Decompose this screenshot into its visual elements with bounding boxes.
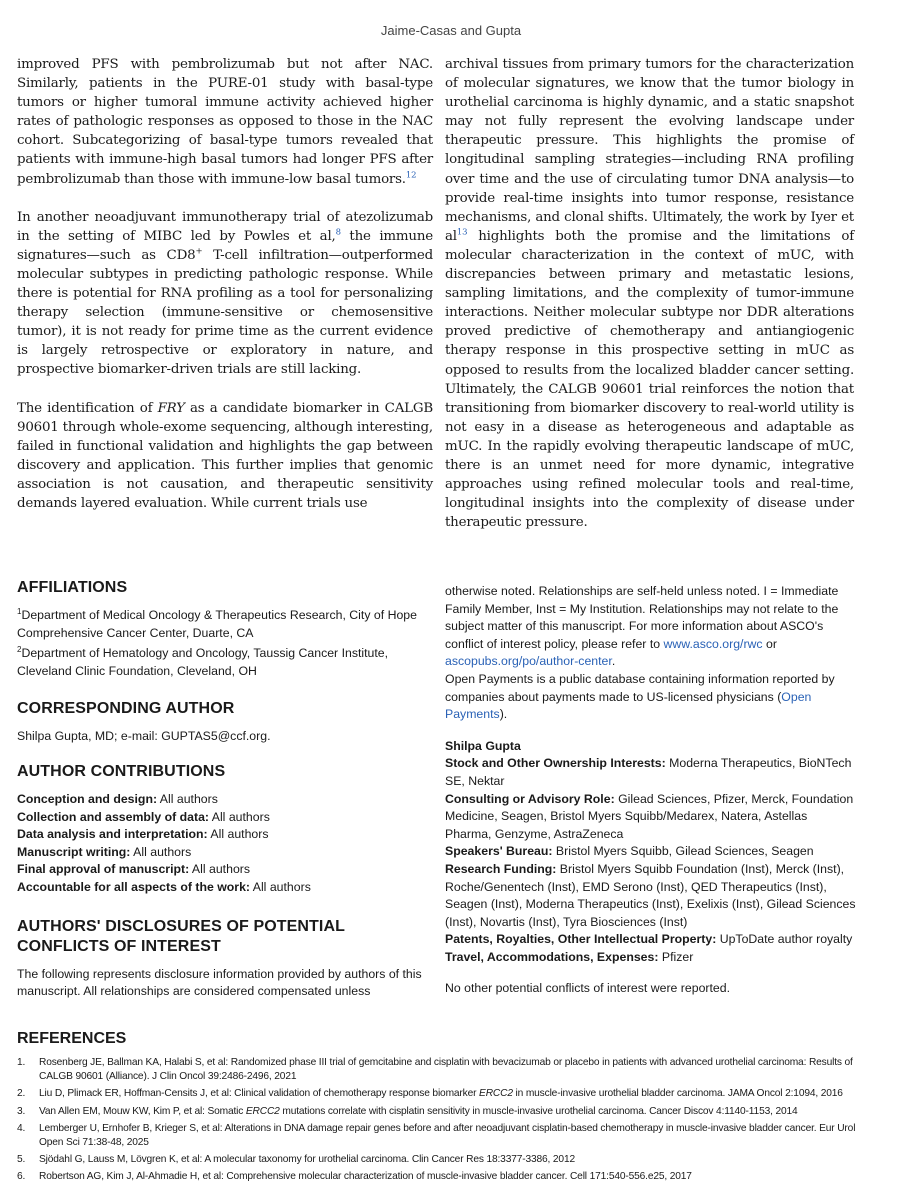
reference-text-part: Van Allen EM, Mouw KW, Kim P, et al: Somatic	[39, 1105, 246, 1117]
reference-text	[39, 1087, 857, 1101]
corresponding-author-heading: CORRESPONDING AUTHOR	[17, 700, 235, 718]
disclosure-value: UpToDate author royalty	[716, 932, 853, 947]
gene-name: ERCC2	[479, 1088, 513, 1100]
disclosure-closing: No other potential conflicts of interest were reported.	[445, 981, 731, 996]
citation-link[interactable]: 8	[335, 227, 341, 238]
disclosure-value: Bristol Myers Squibb Foundation (Inst), Merck (Inst), Roche/Genentech (Inst), EMD Serono (Inst), QED Therapeutics (Inst), Seagen (Inst), Moderna Therapeutics (Inst), Exelixis (Inst), Gilead Sciences (Inst), Novartis (Inst), Tyra Biosciences (Inst)	[445, 861, 856, 929]
disclosure-value: Bristol Myers Squibb, Gilead Sciences, Seagen	[552, 844, 814, 859]
disclosure-text: .	[611, 654, 616, 669]
citation-link[interactable]: 12	[405, 170, 417, 181]
contribution-item	[17, 879, 432, 897]
paragraph-text: In another neoadjuvant immunotherapy trial of atezolizumab in the setting of MIBC led by Powles et al,	[17, 209, 433, 244]
open-payments-note	[445, 671, 857, 724]
affiliation-number: 1	[17, 606, 22, 616]
reference-number: 1.	[17, 1057, 26, 1068]
disclosures-intro: The following represents disclosure information provided by authors of this manuscript. All relationships are considered compensated unless	[17, 966, 422, 999]
affiliation-text: Department of Hematology and Oncology, Taussig Cancer Institute, Cleveland Clinic Foundation, Cleveland, OH	[17, 646, 389, 678]
gene-name: ERCC2	[245, 1105, 280, 1117]
corresponding-author-text: Shilpa Gupta, MD; e-mail: GUPTAS5@ccf.org.	[17, 729, 271, 744]
disclosures-continued	[445, 583, 857, 671]
contribution-label: Collection and assembly of data:	[17, 809, 210, 824]
disclosure-text: otherwise noted. Relationships are self-held unless noted. I = Immediate Family Member, Inst = My Institution. Relationships may not relate to the subject matter of this manuscript. For more information about ASCO's conflict of interest policy, please refer to	[445, 584, 839, 651]
disclosure-label: Stock and Other Ownership Interests:	[445, 756, 666, 771]
contribution-value: All authors	[157, 791, 218, 806]
reference-text	[39, 1105, 857, 1119]
asco-rwc-link[interactable]: www.asco.org/rwc	[663, 636, 763, 651]
reference-item	[17, 1153, 857, 1167]
contribution-value: All authors	[250, 879, 311, 894]
reference-text	[39, 1056, 857, 1084]
contribution-item	[17, 809, 432, 827]
contribution-item	[17, 791, 432, 809]
disclosure-text: or	[762, 636, 777, 651]
disclosure-item	[445, 755, 857, 790]
affiliation-number: 2	[17, 645, 22, 655]
running-head: Jaime-Casas and Gupta	[380, 23, 522, 38]
paragraph-text: the immune signatures—such as CD8	[17, 228, 434, 263]
disclosure-text: Open Payments is a public database containing information reported by companies about payments made to US-licensed physicians (	[445, 671, 835, 704]
reference-text-part: Robertson AG, Kim J, Al-Ahmadie H, et al: Comprehensive molecular characterization of muscle-invasive bladder cancer. Cell 171:540-556.e25, 2017	[39, 1171, 692, 1183]
disclosure-item	[445, 791, 857, 844]
front-matter-left	[17, 578, 432, 1001]
front-matter-right	[445, 583, 857, 998]
contribution-value: All authors	[209, 809, 270, 824]
contribution-item	[17, 826, 432, 844]
disclosure-author-name	[445, 738, 857, 756]
paragraph-text: The identification of	[17, 400, 158, 416]
disclosure-label: Consulting or Advisory Role:	[445, 791, 615, 806]
disclosure-item	[445, 861, 857, 931]
references-heading: REFERENCES	[17, 1030, 127, 1047]
contribution-value: All authors	[207, 827, 269, 842]
citation-link[interactable]: 13	[456, 227, 468, 238]
contribution-label: Data analysis and interpretation:	[17, 827, 208, 842]
reference-item	[17, 1105, 857, 1119]
reference-text	[39, 1170, 857, 1184]
reference-text	[39, 1122, 857, 1150]
disclosure-value: Pfizer	[658, 949, 694, 964]
body-paragraph	[17, 399, 433, 514]
disclosure-value: Gilead Sciences, Pfizer, Merck, Foundation Medicine, Seagen, Bristol Myers Squibb/Medarex, Natera, Astellas Pharma, Genzyme, AstraZeneca	[445, 791, 854, 841]
paragraph-text: as a candidate biomarker in CALGB 90601 through whole-exome sequencing, although interesting, failed in functional validation and highlights the gap between discovery and application. This further implies that genomic association is not causation, and therapeutic sensitivity demands layered evaluation. While current trials use	[17, 400, 433, 511]
body-right-column	[445, 55, 854, 551]
contribution-item	[17, 861, 432, 879]
disclosure-label: Patents, Royalties, Other Intellectual Property:	[445, 932, 717, 947]
reference-number: 5.	[17, 1154, 26, 1166]
author-contributions-heading: AUTHOR CONTRIBUTIONS	[17, 762, 226, 780]
disclosure-item	[445, 949, 857, 967]
contribution-value: All authors	[189, 862, 251, 877]
disclosure-item	[445, 931, 857, 949]
reference-list	[17, 1056, 857, 1188]
reference-item	[17, 1170, 857, 1184]
gene-name: FRY	[157, 400, 185, 416]
reference-text-part: in muscle-invasive urothelial bladder carcinoma. JAMA Oncol 2:1094, 2016	[512, 1088, 843, 1100]
paragraph-text: improved PFS with pembrolizumab but not after NAC. Similarly, patients in the PURE-01 study with basal-type tumors or higher tumoral immune activity achieved higher rates of pathologic responses as opposed to those in the NAC cohort. Subcategorizing of basal-type tumors revealed that patients with immune-high basal tumors had longer PFS after pembrolizumab than those with immune-low basal tumors.	[17, 57, 433, 187]
superscript: +	[195, 246, 203, 257]
disclosures-heading: AUTHORS' DISCLOSURES OF POTENTIAL CONFLICTS OF INTEREST	[17, 917, 345, 955]
open-payments-link[interactable]: Open Payments	[445, 689, 812, 722]
author-center-link[interactable]: ascopubs.org/po/author-center	[445, 654, 612, 669]
contribution-label: Accountable for all aspects of the work:	[17, 879, 251, 894]
disclosure-item	[445, 843, 857, 861]
contribution-value: All authors	[130, 844, 192, 859]
paragraph-text: archival tissues from primary tumors for the characterization of molecular signatures, we know that the tumor biology in urothelial carcinoma is highly dynamic, and a static snapshot may not fully represent the evolving landscape under therapeutic pressure. This highlights the promise of longitudinal sampling strategies—including RNA profiling over time and the use of circulating tumor DNA analysis—to provide real-time insights into tumor response, resistance mechanisms, and clonal shifts. Ultimately, the work by Iyer et al	[445, 57, 854, 244]
reference-number: 3.	[17, 1105, 26, 1117]
disclosure-label: Research Funding:	[445, 861, 557, 876]
contribution-label: Conception and design:	[17, 791, 158, 806]
body-paragraph	[17, 208, 433, 380]
reference-number: 4.	[17, 1122, 26, 1134]
affiliation-item	[17, 645, 432, 680]
reference-text	[39, 1153, 857, 1167]
affiliation-item	[17, 607, 432, 642]
reference-item	[17, 1122, 857, 1150]
contribution-label: Manuscript writing:	[17, 844, 131, 859]
disclosure-value: Moderna Therapeutics, BioNTech SE, Nektar	[445, 756, 852, 788]
body-left-column	[17, 55, 433, 532]
contribution-label: Final approval of manuscript:	[17, 862, 190, 877]
reference-text-part: Liu D, Plimack ER, Hoffman-Censits J, et al: Clinical validation of chemotherapy response biomarker	[39, 1088, 480, 1100]
paragraph-text: T-cell infiltration—outperformed molecular subtypes in predicting pathologic response. While there is potential for RNA profiling as a tool for personalizing therapy selection (immune-sensitive or chemosensitive tumor), it is not ready for prime time as the current evidence is largely retrospective or exploratory in nature, and prospective biomarker-driven trials are still lacking.	[17, 247, 433, 378]
paragraph-text: highlights both the promise and the limitations of molecular characterization in the context of mUC, with discrepancies between primary and metastatic lesions, sampling limitations, and the complexity of tumor-immune interactions. Neither molecular subtype nor DDR alterations proved predictive of chemotherapy and antiangiogenic therapy response in this prospective setting in mUC as opposed to results from the localized bladder cancer setting. Ultimately, the CALGB 90601 trial reinforces the notion that transitioning from biomarker discovery to real-world utility is not easy in a disease as heterogeneous and adaptable as mUC. In the rapidly evolving therapeutic landscape of mUC, there is an unmet need for more dynamic, integrative approaches using refined molecular tools and real-time, longitudinal insights into the complexity of disease under therapeutic pressure.	[445, 228, 854, 531]
reference-item	[17, 1087, 857, 1101]
disclosure-label: Travel, Accommodations, Expenses:	[445, 949, 659, 964]
body-paragraph	[445, 55, 854, 532]
reference-text-part: Sjödahl G, Lauss M, Lövgren K, et al: A molecular taxonomy for urothelial carcinoma. Clin Cancer Res 18:3377-3386, 2012	[39, 1154, 575, 1166]
disclosure-text: ).	[499, 707, 508, 722]
reference-item	[17, 1056, 857, 1084]
reference-number: 2.	[17, 1088, 26, 1100]
reference-number: 6.	[17, 1171, 26, 1183]
affiliations-heading: AFFILIATIONS	[17, 579, 128, 596]
contribution-item	[17, 844, 432, 862]
affiliation-text: Department of Medical Oncology & Therapeutics Research, City of Hope Comprehensive Cancer Center, Duarte, CA	[17, 608, 417, 640]
reference-text-part: Rosenberg JE, Ballman KA, Halabi S, et al: Randomized phase III trial of gemcitabine and cisplatin with bevacizumab or placebo in patients with advanced urothelial carcinoma: Results of CALGB 90601 (Alliance). J Clin Oncol 39:2486-2496, 2021	[39, 1057, 853, 1083]
disclosure-label: Speakers' Bureau:	[445, 844, 553, 859]
reference-text-part: Lemberger U, Ernhofer B, Krieger S, et al: Alterations in DNA damage repair genes before and after neoadjuvant cisplatin-based chemotherapy in muscle-invasive bladder cancer. Eur Urol Open Sci 71:38-48, 2025	[39, 1122, 856, 1149]
reference-text-part: mutations correlate with cisplatin sensitivity in muscle-invasive urothelial carcinoma. Cancer Discov 4:1140-1153, 2014	[279, 1105, 798, 1117]
body-paragraph	[17, 55, 433, 189]
author-name: Shilpa Gupta	[445, 738, 521, 753]
